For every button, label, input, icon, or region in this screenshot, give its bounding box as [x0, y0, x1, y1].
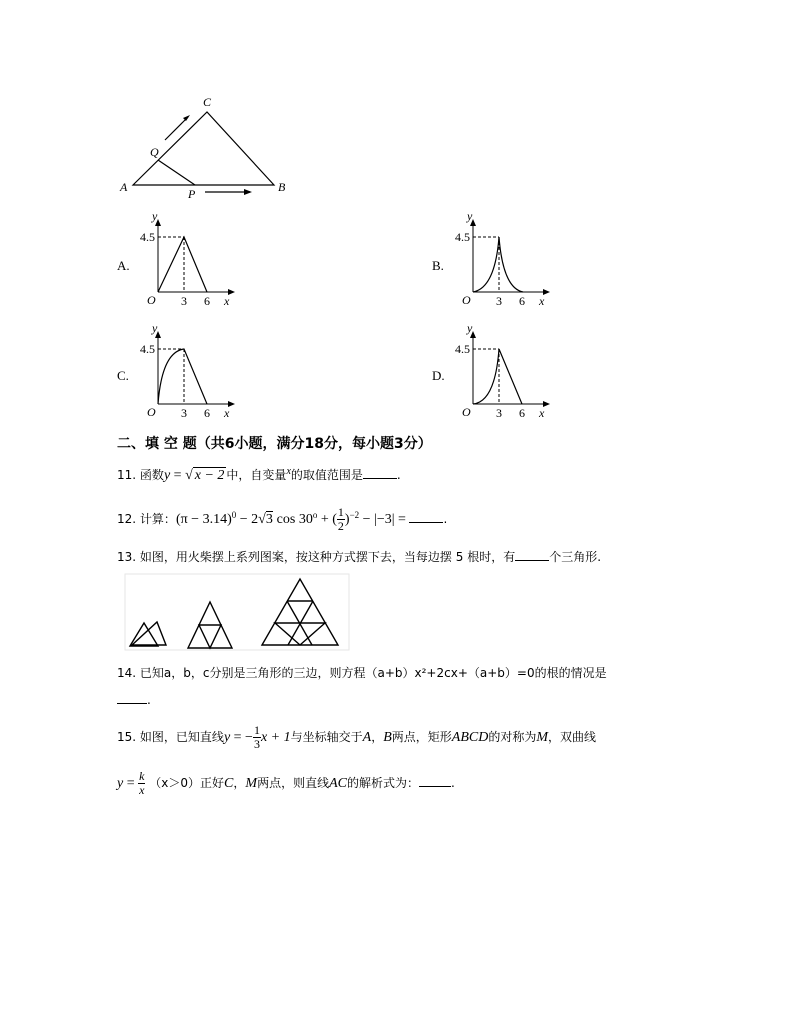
- option-A-label[interactable]: A.: [117, 258, 130, 273]
- question-14: 14. 已知a，b，c分别是三角形的三边，则方程（a+b）x²+2cx+（a+b）=0的根的情况是: [117, 666, 607, 680]
- svg-text:x: x: [224, 294, 230, 308]
- section-title: 二、填 空 题（共6小题，满分18分，每小题3分）: [117, 436, 432, 452]
- svg-text:4.5: 4.5: [140, 230, 155, 244]
- triangle-motion-figure: [110, 90, 310, 205]
- svg-text:O: O: [147, 293, 156, 307]
- option-D-label[interactable]: D.: [432, 368, 445, 383]
- svg-text:6: 6: [204, 406, 210, 420]
- option-C-label[interactable]: C.: [117, 368, 129, 383]
- svg-text:x: x: [539, 406, 545, 420]
- svg-text:3: 3: [496, 294, 502, 308]
- question-14-blank: .: [117, 693, 151, 707]
- svg-text:6: 6: [519, 294, 525, 308]
- graph-option-C[interactable]: [140, 322, 240, 422]
- graph-option-D[interactable]: [455, 322, 555, 422]
- svg-text:y: y: [467, 210, 473, 223]
- label-Q: Q: [150, 145, 159, 159]
- graph-option-B[interactable]: [455, 210, 555, 310]
- svg-text:y: y: [152, 322, 158, 335]
- svg-text:3: 3: [496, 406, 502, 420]
- matchstick-triangles-figure: [122, 573, 352, 653]
- label-P: P: [188, 187, 196, 201]
- svg-text:4.5: 4.5: [140, 342, 155, 356]
- graph-option-A[interactable]: [140, 210, 240, 310]
- svg-text:x: x: [539, 294, 545, 308]
- question-11: 11. 函数y = √ x − 2 中，自变量$^x$的取值范围是 .: [117, 466, 401, 483]
- svg-text:6: 6: [204, 294, 210, 308]
- question-12: 12. 计算：$(\pi - 3.14)^0 - 2√3$ $\cos 30^o$ + ( $\frac{1}{2}$ )$^{-2}$ − |−3| = .: [117, 505, 448, 533]
- option-B-label[interactable]: B.: [432, 258, 444, 273]
- svg-text:y: y: [467, 322, 473, 335]
- label-A: A: [120, 180, 128, 194]
- svg-text:y: y: [152, 210, 158, 223]
- label-C: C: [203, 95, 212, 109]
- question-15-line2: y = $\frac{k}{x}$ （x＞0）正好C，M两点，则直线AC的解析式为： .: [117, 769, 455, 797]
- question-13: 13. 如图，用火柴摆上系列图案，按这种方式摆下去，当每边摆 5 根时，有 个三角形.: [117, 550, 602, 564]
- svg-text:O: O: [462, 405, 471, 419]
- svg-text:4.5: 4.5: [455, 342, 470, 356]
- svg-text:3: 3: [181, 406, 187, 420]
- svg-text:3: 3: [181, 294, 187, 308]
- svg-text:O: O: [462, 293, 471, 307]
- svg-text:O: O: [147, 405, 156, 419]
- svg-text:6: 6: [519, 406, 525, 420]
- svg-text:4.5: 4.5: [455, 230, 470, 244]
- question-15: 15. 如图，已知直线y = − $\frac{1}{3}$ x + 1与坐标轴交于A，B两点，矩形ABCD的对称为M，双曲线: [117, 723, 597, 751]
- svg-text:x: x: [224, 406, 230, 420]
- label-B: B: [278, 180, 286, 194]
